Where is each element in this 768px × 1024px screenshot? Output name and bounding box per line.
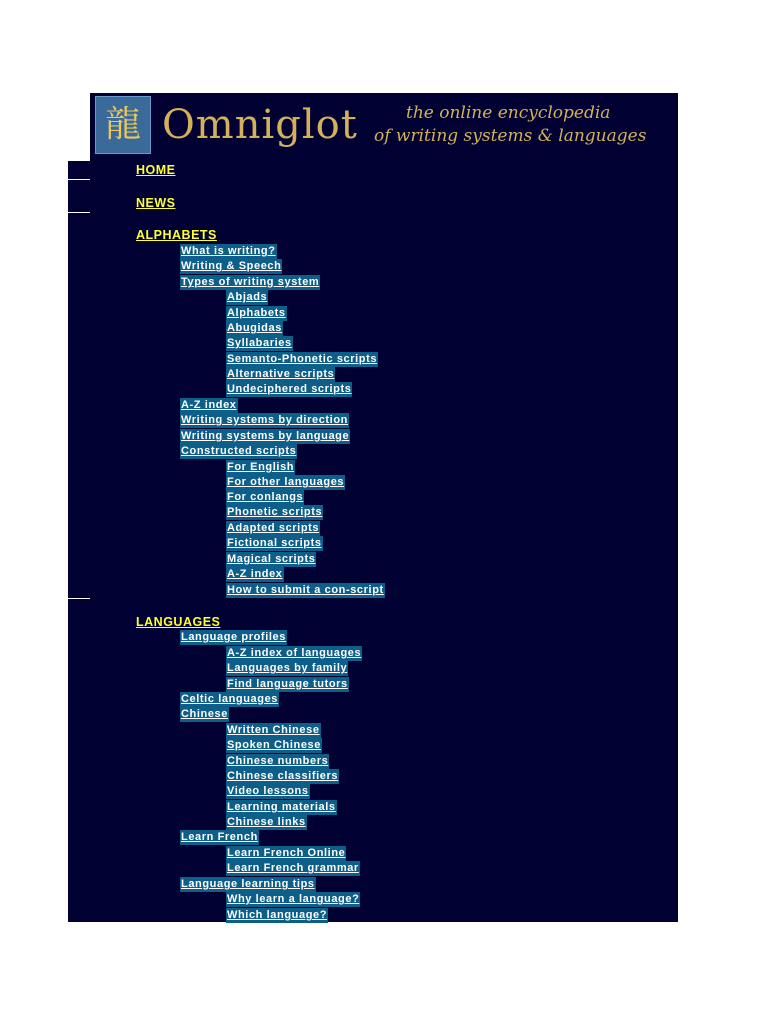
site-title[interactable]: Omniglot — [162, 102, 358, 148]
link-fictional-scripts[interactable]: Fictional scripts — [227, 537, 322, 549]
divider — [68, 179, 90, 180]
link-writing-and-speech[interactable]: Writing & Speech — [181, 260, 282, 272]
nav-home-link[interactable]: HOME — [136, 163, 176, 177]
link-language-profiles[interactable]: Language profiles — [181, 631, 286, 643]
dragon-logo-icon[interactable] — [95, 96, 151, 154]
link-constructed-scripts[interactable]: Constructed scripts — [181, 445, 297, 457]
link-undeciphered-scripts[interactable]: Undeciphered scripts — [227, 383, 352, 395]
nav-languages-heading[interactable]: LANGUAGES — [136, 615, 221, 629]
link-celtic-languages[interactable]: Celtic languages — [181, 693, 279, 705]
link-what-is-writing[interactable]: What is writing? — [181, 245, 276, 257]
tagline-line-2: of writing systems & languages — [374, 126, 647, 146]
link-language-learning-tips[interactable]: Language learning tips — [181, 878, 315, 890]
link-writing-systems-by-direction[interactable]: Writing systems by direction — [181, 414, 348, 426]
nav-panel — [68, 161, 678, 922]
link-learn-french-grammar[interactable]: Learn French grammar — [227, 862, 359, 874]
link-writing-systems-by-language[interactable]: Writing systems by language — [181, 430, 350, 442]
link-learning-materials[interactable]: Learning materials — [227, 801, 336, 813]
link-chinese[interactable]: Chinese — [181, 708, 228, 720]
link-which-language[interactable]: Which language? — [227, 909, 328, 921]
divider — [68, 212, 90, 213]
link-for-english[interactable]: For English — [227, 461, 295, 473]
nav-alphabets-heading[interactable]: ALPHABETS — [136, 228, 217, 242]
link-spoken-chinese[interactable]: Spoken Chinese — [227, 739, 321, 751]
link-chinese-numbers[interactable]: Chinese numbers — [227, 755, 329, 767]
tagline-line-1: the online encyclopedia — [406, 103, 611, 123]
link-alphabets[interactable]: Alphabets — [227, 307, 286, 319]
link-video-lessons[interactable]: Video lessons — [227, 785, 309, 797]
link-for-conlangs[interactable]: For conlangs — [227, 491, 304, 503]
link-why-learn-a-language[interactable]: Why learn a language? — [227, 893, 360, 905]
link-syllabaries[interactable]: Syllabaries — [227, 337, 292, 349]
link-languages-by-family[interactable]: Languages by family — [227, 662, 348, 674]
link-submit-con-script[interactable]: How to submit a con-script — [227, 584, 384, 596]
link-semanto-phonetic-scripts[interactable]: Semanto-Phonetic scripts — [227, 353, 378, 365]
link-learn-french[interactable]: Learn French — [181, 831, 258, 843]
link-written-chinese[interactable]: Written Chinese — [227, 724, 320, 736]
divider — [68, 598, 90, 599]
link-for-other-languages[interactable]: For other languages — [227, 476, 345, 488]
link-abugidas[interactable]: Abugidas — [227, 322, 282, 334]
link-adapted-scripts[interactable]: Adapted scripts — [227, 522, 320, 534]
link-alternative-scripts[interactable]: Alternative scripts — [227, 368, 335, 380]
link-a-z-index-of-languages[interactable]: A-Z index of languages — [227, 647, 362, 659]
site-header — [90, 93, 678, 161]
link-a-z-index[interactable]: A-Z index — [181, 399, 237, 411]
link-abjads[interactable]: Abjads — [227, 291, 268, 303]
link-magical-scripts[interactable]: Magical scripts — [227, 553, 316, 565]
link-chinese-classifiers[interactable]: Chinese classifiers — [227, 770, 339, 782]
link-chinese-links[interactable]: Chinese links — [227, 816, 306, 828]
link-conscript-a-z-index[interactable]: A-Z index — [227, 568, 283, 580]
link-find-language-tutors[interactable]: Find language tutors — [227, 678, 348, 690]
logo-glyph: 龍 — [104, 104, 141, 145]
link-phonetic-scripts[interactable]: Phonetic scripts — [227, 506, 323, 518]
link-types-of-writing-system[interactable]: Types of writing system — [181, 276, 320, 288]
nav-news-link[interactable]: NEWS — [136, 196, 176, 210]
link-learn-french-online[interactable]: Learn French Online — [227, 847, 346, 859]
